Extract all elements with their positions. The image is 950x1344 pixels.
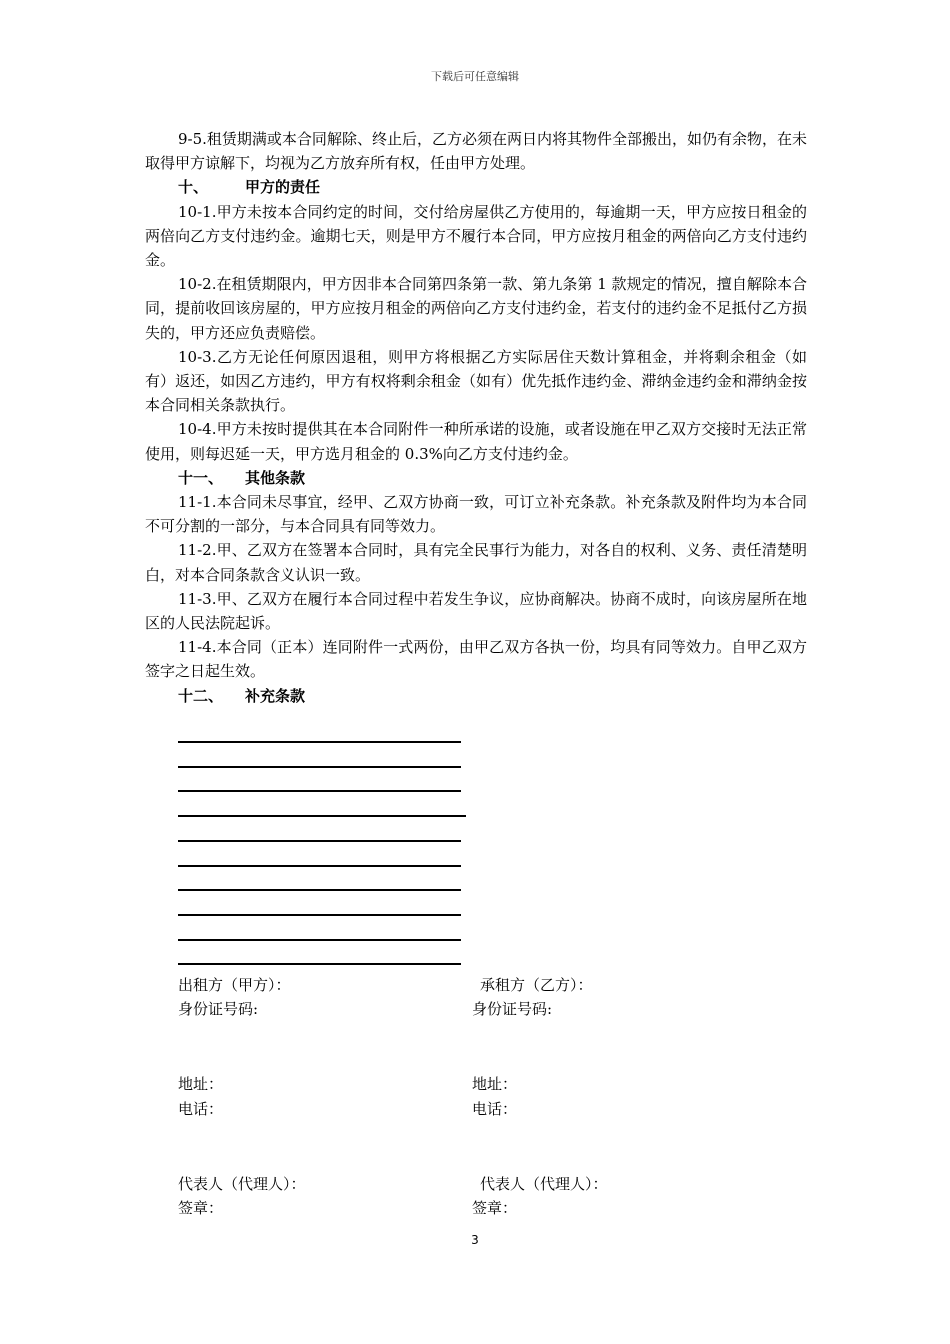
- lessee-rep-label: 代表人（代理人）：: [480, 1175, 608, 1193]
- lessee-seal-label: 签章：: [472, 1199, 518, 1217]
- section-number: 十、: [178, 178, 209, 197]
- lessee-address-label: 地址：: [472, 1075, 518, 1093]
- clause-11-2: 11-2.甲、乙双方在签署本合同时，具有完全民事行为能力，对各自的权利、义务、责任清楚明白，对本合同条款含义认识一致。: [145, 541, 807, 584]
- section-11-heading: [145, 466, 807, 490]
- section-number: 十一、: [178, 468, 224, 487]
- lessee-title: 承租方（乙方）：: [480, 976, 593, 994]
- clause-10-2: 10-2.在租赁期限内，甲方因非本合同第四条第一款、第九条第 1 款规定的情况，擅自解除本合同，提前收回该房屋的，甲方应按月租金的两倍向乙方支付违约金，若支付的违约金不足抵付乙方损失的，甲方还应负责赔偿。: [145, 275, 807, 342]
- clause-10-3: 10-3.乙方无论任何原因退租，则甲方将根据乙方实际居住天数计算租金，并将剩余租金（如有）返还，如因乙方违约，甲方有权将剩余租金（如有）优先抵作违约金、滞纳金违约金和滞纳金按本合同相关条款执行。: [145, 347, 807, 415]
- blank-line: [178, 914, 461, 916]
- section-title: 补充条款: [245, 686, 306, 705]
- blank-line: [178, 840, 461, 842]
- clause-10-1: 10-1.甲方未按本合同约定的时间，交付给房屋供乙方使用的，每逾期一天，甲方应按日租金的两倍向乙方支付违约金。逾期七天，则是甲方不履行本合同，甲方应按月租金的两倍向乙方支付违约金。: [145, 202, 807, 270]
- lessee-id-label: 身份证号码:: [472, 1000, 553, 1018]
- clause-11-1: 11-1.本合同未尽事宜，经甲、乙双方协商一致，可订立补充条款。补充条款及附件均为本合同不可分割的一部分，与本合同具有同等效力。: [145, 493, 807, 536]
- lessor-rep-label: 代表人（代理人）：: [178, 1175, 306, 1193]
- lessor-id-label: 身份证号码:: [178, 1000, 259, 1018]
- section-10-heading: [145, 175, 807, 199]
- clause-11-4: 11-4.本合同（正本）连同附件一式两份，由甲乙双方各执一份，均具有同等效力。自甲乙双方签字之日起生效。: [145, 638, 807, 681]
- blank-line: [178, 889, 461, 891]
- clause-11-3: 11-3.甲、乙双方在履行本合同过程中若发生争议，应协商解决。协商不成时，向该房屋所在地区的人民法院起诉。: [145, 589, 807, 633]
- blank-line: [178, 865, 461, 867]
- blank-line: [178, 790, 461, 792]
- section-number: 十二、: [178, 686, 224, 705]
- blank-line: [178, 815, 466, 817]
- section-12-heading: [145, 684, 807, 708]
- contract-body: [145, 127, 807, 708]
- blank-line: [178, 939, 461, 941]
- lessor-phone-label: 电话：: [178, 1100, 224, 1118]
- clause-10-4: 10-4.甲方未按时提供其在本合同附件一种所承诺的设施，或者设施在甲乙双方交接时无法正常使用，则每迟延一天，甲方选月租金的 0.3%向乙方支付违约金。: [145, 420, 807, 463]
- section-title: 其他条款: [245, 468, 306, 487]
- page-number: 3: [471, 1233, 479, 1247]
- blank-line: [178, 741, 461, 743]
- clause-9-5: 9-5.租赁期满或本合同解除、终止后，乙方必须在两日内将其物件全部搬出，如仍有余物，在未取得甲方谅解下，均视为乙方放弃所有权，任由甲方处理。: [145, 130, 807, 173]
- lessor-seal-label: 签章：: [178, 1199, 224, 1217]
- lessor-title: 出租方（甲方）：: [178, 976, 291, 994]
- lessor-address-label: 地址：: [178, 1075, 224, 1093]
- blank-line: [178, 766, 461, 768]
- section-title: 甲方的责任: [245, 178, 321, 197]
- blank-line: [178, 963, 461, 965]
- page-header: 下载后可任意编辑: [431, 70, 519, 83]
- lessee-phone-label: 电话：: [472, 1100, 518, 1118]
